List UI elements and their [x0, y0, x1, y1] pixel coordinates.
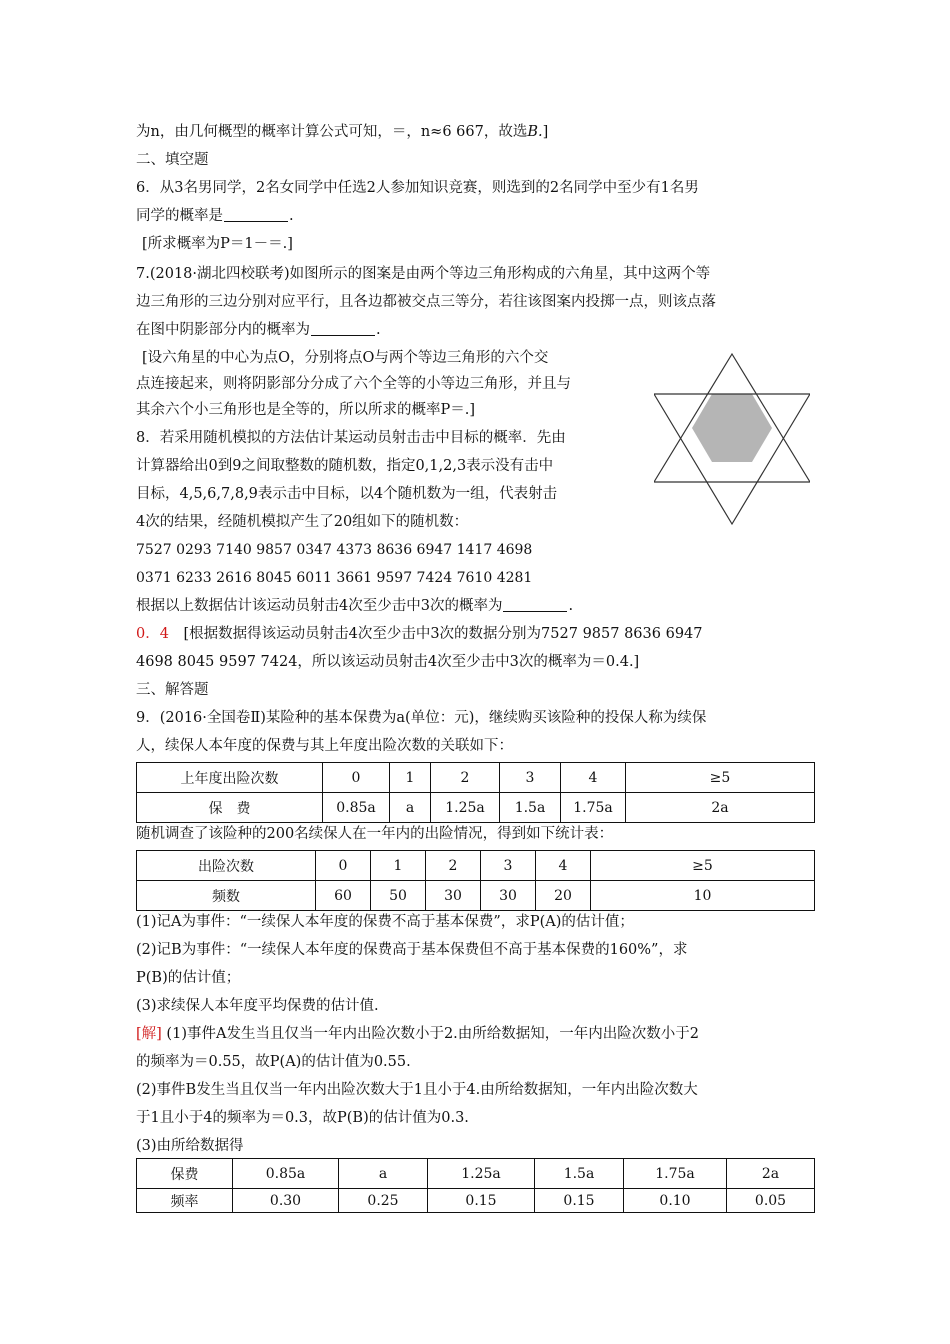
premium-table — [136, 762, 815, 823]
shaded-hexagon — [692, 394, 772, 462]
solution-label: [解] — [136, 1026, 162, 1042]
question-7-text: 在图中阴影部分内的概率为 . — [136, 322, 381, 338]
answer-blank — [311, 321, 375, 336]
subquestion-2: (2)记B为事件：“一续保人本年度的保费高于基本保费但不高于基本保费的160%”，求 — [136, 942, 688, 958]
section-heading-solve: 三、解答题 — [136, 682, 209, 698]
solution-text: (2)事件B发生当且仅当一年内出险次数大于1且小于4.由所给数据知，一年内出险次数大 — [136, 1082, 698, 1098]
question-8-text: 8．若采用随机模拟的方法估计某运动员射击击中目标的概率．先由 — [136, 430, 566, 446]
question-6-text: 6．从3名男同学，2名女同学中任选2人参加知识竞赛，则选到的2名同学中至少有1名男 — [136, 180, 699, 196]
table-row: 频数 60 50 30 30 20 10 — [137, 881, 815, 911]
solution-text: 于1且小于4的频率为＝0.3，故P(B)的估计值为0.3. — [136, 1110, 469, 1126]
question-9-text: 9．(2016·全国卷Ⅱ)某险种的基本保费为a(单位：元)，继续购买该险种的投保人称为续保 — [136, 710, 707, 726]
subquestion-3: (3)求续保人本年度平均保费的估计值. — [136, 998, 379, 1014]
solution-text: 的频率为＝0.55，故P(A)的估计值为0.55. — [136, 1054, 411, 1070]
question-7-answer: 点连接起来，则将阴影部分分成了六个全等的小等边三角形，并且与 — [136, 376, 571, 392]
question-8-text: 计算器给出0到9之间取整数的随机数，指定0,1,2,3表示没有击中 — [136, 458, 554, 474]
question-7-answer: [设六角星的中心为点O，分别将点O与两个等边三角形的六个交 — [142, 350, 549, 366]
question-7-text: 7.(2018·湖北四校联考)如图所示的图案是由两个等边三角形构成的六角星，其中这两个等 — [136, 266, 711, 282]
question-9-text: 随机调查了该险种的200名续保人在一年内的出险情况，得到如下统计表： — [136, 826, 614, 842]
table-row: 上年度出险次数 0 1 2 3 4 ≥5 — [137, 763, 815, 793]
question-6-answer: [所求概率为P＝1－＝.] — [142, 236, 293, 252]
question-7-answer: 其余六个小三角形也是全等的，所以所求的概率P＝.] — [136, 402, 476, 418]
random-numbers-row: 0371 6233 2616 8045 6011 3661 9597 7424 7610 4281 — [136, 570, 533, 586]
question-7-text: 边三角形的三边分别对应平行，且各边都被交点三等分，若往该图案内投掷一点，则该点落 — [136, 294, 716, 310]
question-9-text: 人，续保人本年度的保费与其上年度出险次数的关联如下： — [136, 738, 513, 754]
section-heading-fill-in: 二、填空题 — [136, 152, 209, 168]
subquestion-1: (1)记A为事件：“一续保人本年度的保费不高于基本保费”，求P(A)的估计值； — [136, 914, 634, 930]
subquestion-2: P(B)的估计值； — [136, 970, 241, 986]
answer-value: 0．4 — [136, 626, 169, 642]
text-line: 为n，由几何概型的概率计算公式可知，＝，n≈6 667，故选B.] — [136, 124, 549, 140]
question-8-answer: 0．4 [根据数据得该运动员射击4次至少击中3次的数据分别为7527 9857 8636 6947 — [136, 626, 703, 642]
answer-blank — [224, 207, 288, 222]
answer-blank — [503, 597, 567, 612]
question-8-text: 根据以上数据估计该运动员射击4次至少击中3次的概率为 . — [136, 598, 574, 614]
question-8-answer: 4698 8045 9597 7424，所以该运动员射击4次至少击中3次的概率为＝0.4.] — [136, 654, 640, 670]
solution-text: [解] (1)事件A发生当且仅当一年内出险次数小于2.由所给数据知，一年内出险次数小于2 — [136, 1026, 700, 1042]
question-6-text: 同学的概率是 . — [136, 208, 294, 224]
question-8-text: 4次的结果，经随机模拟产生了20组如下的随机数： — [136, 514, 469, 530]
question-8-text: 目标，4,5,6,7,8,9表示击中目标，以4个随机数为一组，代表射击 — [136, 486, 558, 502]
hexagram-figure — [654, 348, 810, 528]
premium-frequency-table — [136, 1158, 815, 1213]
random-numbers-row: 7527 0293 7140 9857 0347 4373 8636 6947 1417 4698 — [136, 542, 533, 558]
table-row: 保 费 0.85a a 1.25a 1.5a 1.75a 2a — [137, 793, 815, 823]
solution-text: (3)由所给数据得 — [136, 1138, 244, 1154]
table-row: 保费 0.85a a 1.25a 1.5a 1.75a 2a — [137, 1159, 815, 1189]
table-row: 出险次数 0 1 2 3 4 ≥5 — [137, 851, 815, 881]
frequency-count-table — [136, 850, 815, 911]
table-row: 频率 0.30 0.25 0.15 0.15 0.10 0.05 — [137, 1189, 815, 1213]
